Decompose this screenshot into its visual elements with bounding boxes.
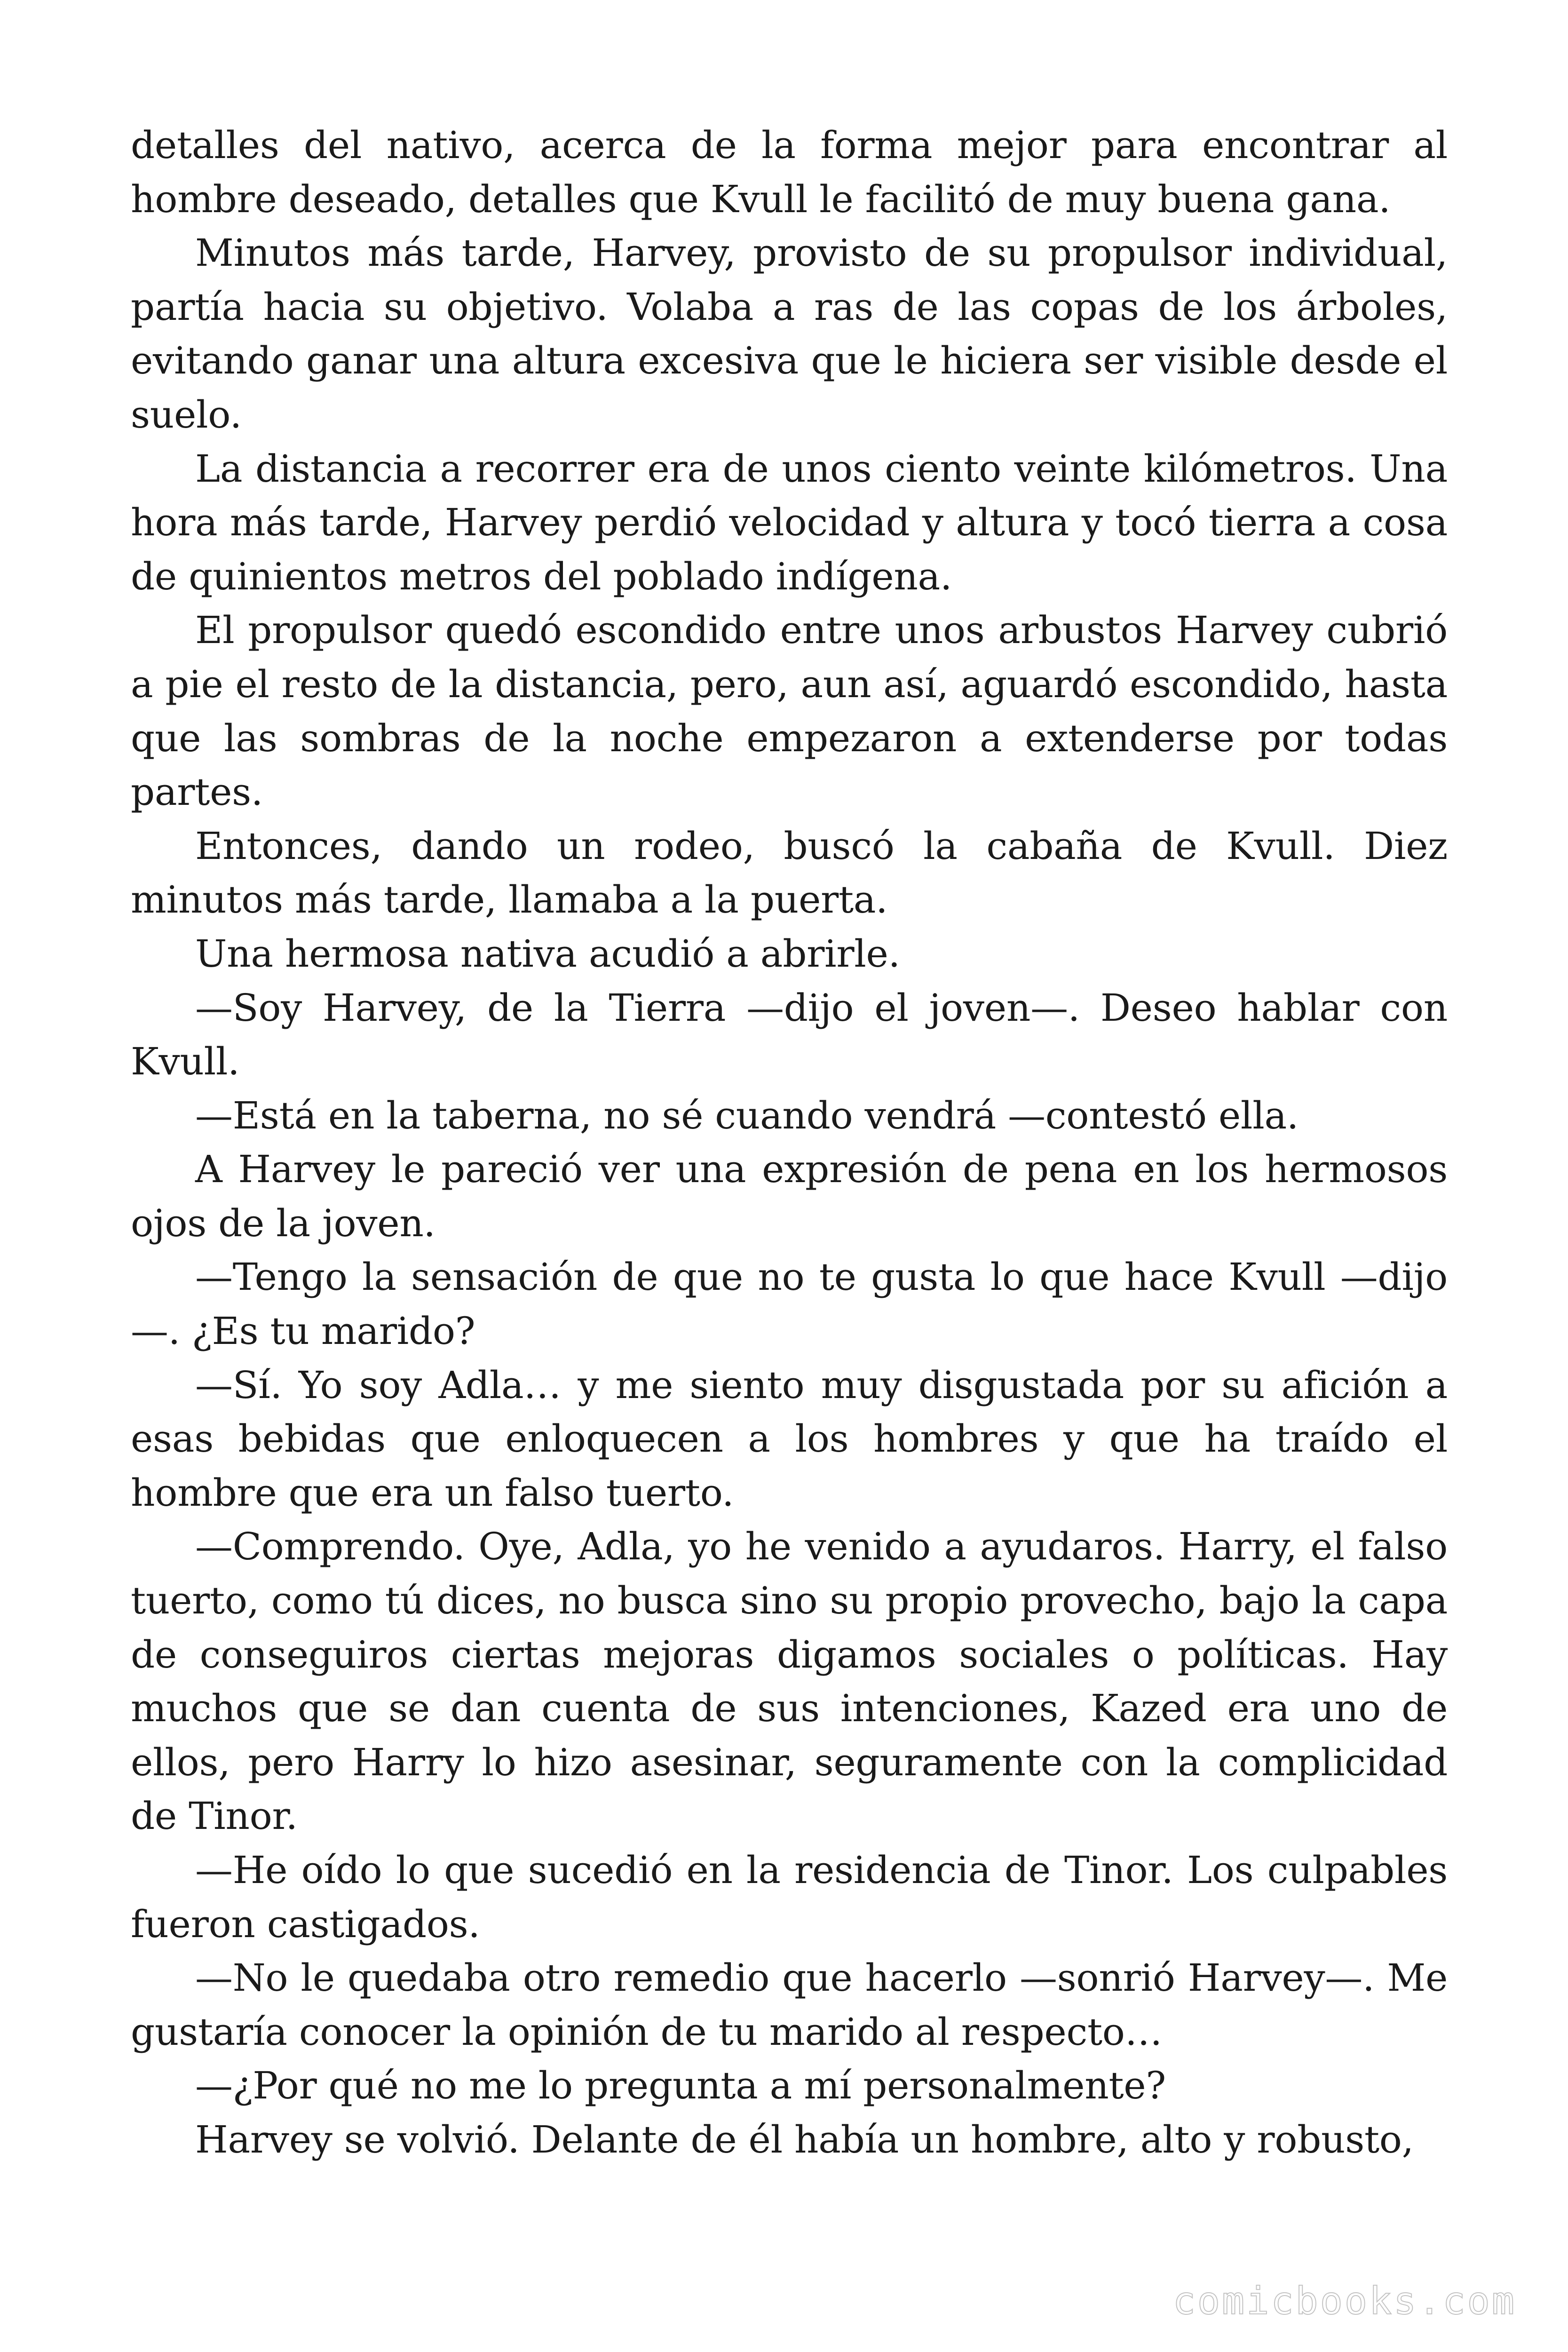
paragraph-15: —¿Por qué no me lo pregunta a mí personalmente? bbox=[195, 2064, 1166, 2108]
paragraph-2: Minutos más tarde, Harvey, provisto de su propulsor individual, partía hacia su objetivo. Volaba a ras de las copas de los árboles, evitando ganar una altura excesiva que le hiciera ser visible desde el suelo. bbox=[131, 231, 1448, 437]
paragraph-11: —Sí. Yo soy Adla… y me siento muy disgustada por su afición a esas bebidas que enloquecen a los hombres y que ha traído el hombre que era un falso tuerto. bbox=[131, 1363, 1448, 1515]
paragraph-14: —No le quedaba otro remedio que hacerlo —sonrió Harvey—. Me gustaría conocer la opinión de tu marido al respecto… bbox=[131, 1956, 1448, 2054]
body-text bbox=[131, 119, 1448, 2167]
paragraph-3: La distancia a recorrer era de unos ciento veinte kilómetros. Una hora más tarde, Harvey perdió velocidad y altura y tocó tierra a cosa de quinientos metros del poblado indígena. bbox=[131, 446, 1448, 598]
watermark: comicbooks.com bbox=[1172, 2279, 1516, 2323]
paragraph-9: A Harvey le pareció ver una expresión de pena en los hermosos ojos de la joven. bbox=[131, 1147, 1448, 1245]
paragraph-4: El propulsor quedó escondido entre unos arbustos Harvey cubrió a pie el resto de la distancia, pero, aun así, aguardó escondido, hasta que las sombras de la noche empezaron a extenderse por todas partes. bbox=[131, 608, 1448, 814]
paragraph-16: Harvey se volvió. Delante de él había un hombre, alto y robusto, bbox=[195, 2117, 1414, 2161]
paragraph-7: —Soy Harvey, de la Tierra —dijo el joven—. Deseo hablar con Kvull. bbox=[131, 985, 1448, 1084]
paragraph-6: Una hermosa nativa acudió a abrirle. bbox=[195, 931, 900, 976]
paragraph-12: —Comprendo. Oye, Adla, yo he venido a ayudaros. Harry, el falso tuerto, como tú dices, no busca sino su propio provecho, bajo la capa de conseguiros ciertas mejoras digamos sociales o políticas. Hay muchos que se dan cuenta de sus intenciones, Kazed era uno de ellos, pero Harry lo hizo asesinar, seguramente con la complicidad de Tinor. bbox=[131, 1525, 1448, 1838]
paragraph-10: —Tengo la sensación de que no te gusta lo que hace Kvull —dijo —. ¿Es tu marido? bbox=[131, 1255, 1448, 1353]
paragraph-1: detalles del nativo, acerca de la forma mejor para encontrar al hombre deseado, detalles que Kvull le facilitó de muy buena gana. bbox=[131, 123, 1448, 221]
paragraph-13: —He oído lo que sucedió en la residencia de Tinor. Los culpables fueron castigados. bbox=[131, 1848, 1448, 1946]
paragraph-5: Entonces, dando un rodeo, buscó la cabaña de Kvull. Diez minutos más tarde, llamaba a la puerta. bbox=[131, 824, 1448, 922]
paragraph-8: —Está en la taberna, no sé cuando vendrá —contestó ella. bbox=[195, 1093, 1299, 1137]
